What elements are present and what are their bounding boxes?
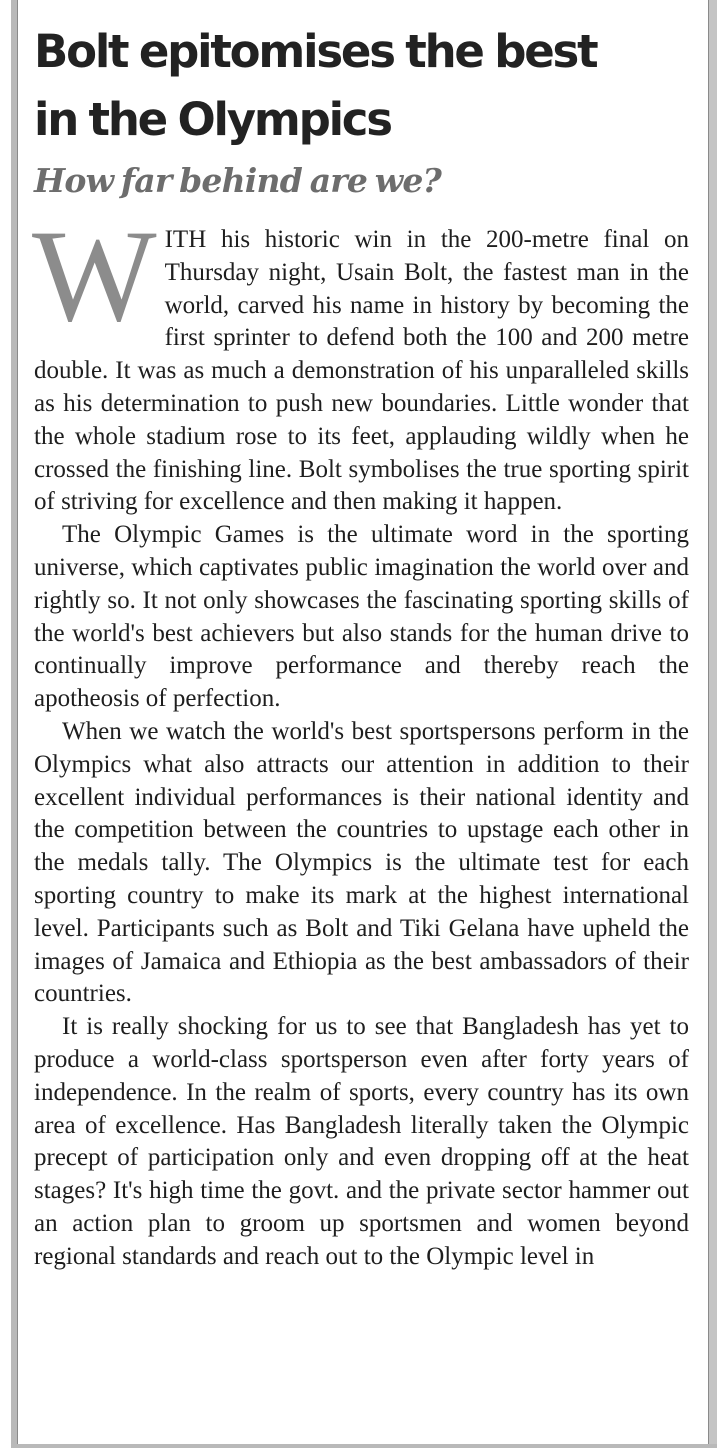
bottom-border-rule [11, 1444, 717, 1448]
left-border-rule [11, 0, 18, 1448]
paragraph-2: The Olympic Games is the ultimate word in the sporting universe, which captivates public imagination the world over and rightly so. It not only showcases the fascinating sporting skills of the world's best achievers but also stands for the human drive to continually improve performance and thereby reach the apotheosis of perfection. [34, 521, 689, 713]
right-border-rule [708, 0, 717, 1448]
headline [34, 18, 689, 154]
paragraph-4: It is really shocking for us to see that Bangladesh has yet to produce a world-class sportsperson even after forty years of independence. In the realm of sports, every country has its own area of excellence. Has Bangladesh literally taken the Olympic precept of participation only and even dropping off at the heat stages? It's high time the govt. and the private sector hammer out an action plan to groom up sportsmen and women beyond regional standards and reach out to the Olympic level in [34, 1013, 689, 1270]
subheadline: How far behind are we? [34, 161, 442, 200]
headline-line-2: in the Olympics [34, 93, 391, 146]
drop-cap: W [32, 202, 157, 349]
paragraph-3: When we watch the world's best sportspersons perform in the Olympics what also attracts our attention in addition to their excellent individual performances is their national identity and the competition between the countries to upstage each other in the medals tally. The Olympics is the ultimate test for each sporting country to make its mark at the highest international level. Participants such as Bolt and Tiki Gelana have upheld the images of Jamaica and Ethiopia as the best ambassadors of their countries. [34, 717, 689, 1008]
article-body [32, 202, 689, 1274]
headline-line-1: Bolt epitomises the best [34, 25, 597, 78]
paragraph-1 [32, 202, 689, 519]
article [34, 18, 689, 1274]
paragraph-1-text: ITH his historic win in the 200-metre final on Thursday night, Usain Bolt, the fastest man in the world, carved his name in history by becoming the first sprinter to defend both the 100 and 200 metre double. It was as much a demonstration of his unparalleled skills as his determination to push new boundaries. Little wonder that the whole stadium rose to its feet, applauding wildly when he crossed the finishing line. Bolt symbolises the true sporting spirit of striving for excellence and then making it happen. [34, 226, 689, 516]
